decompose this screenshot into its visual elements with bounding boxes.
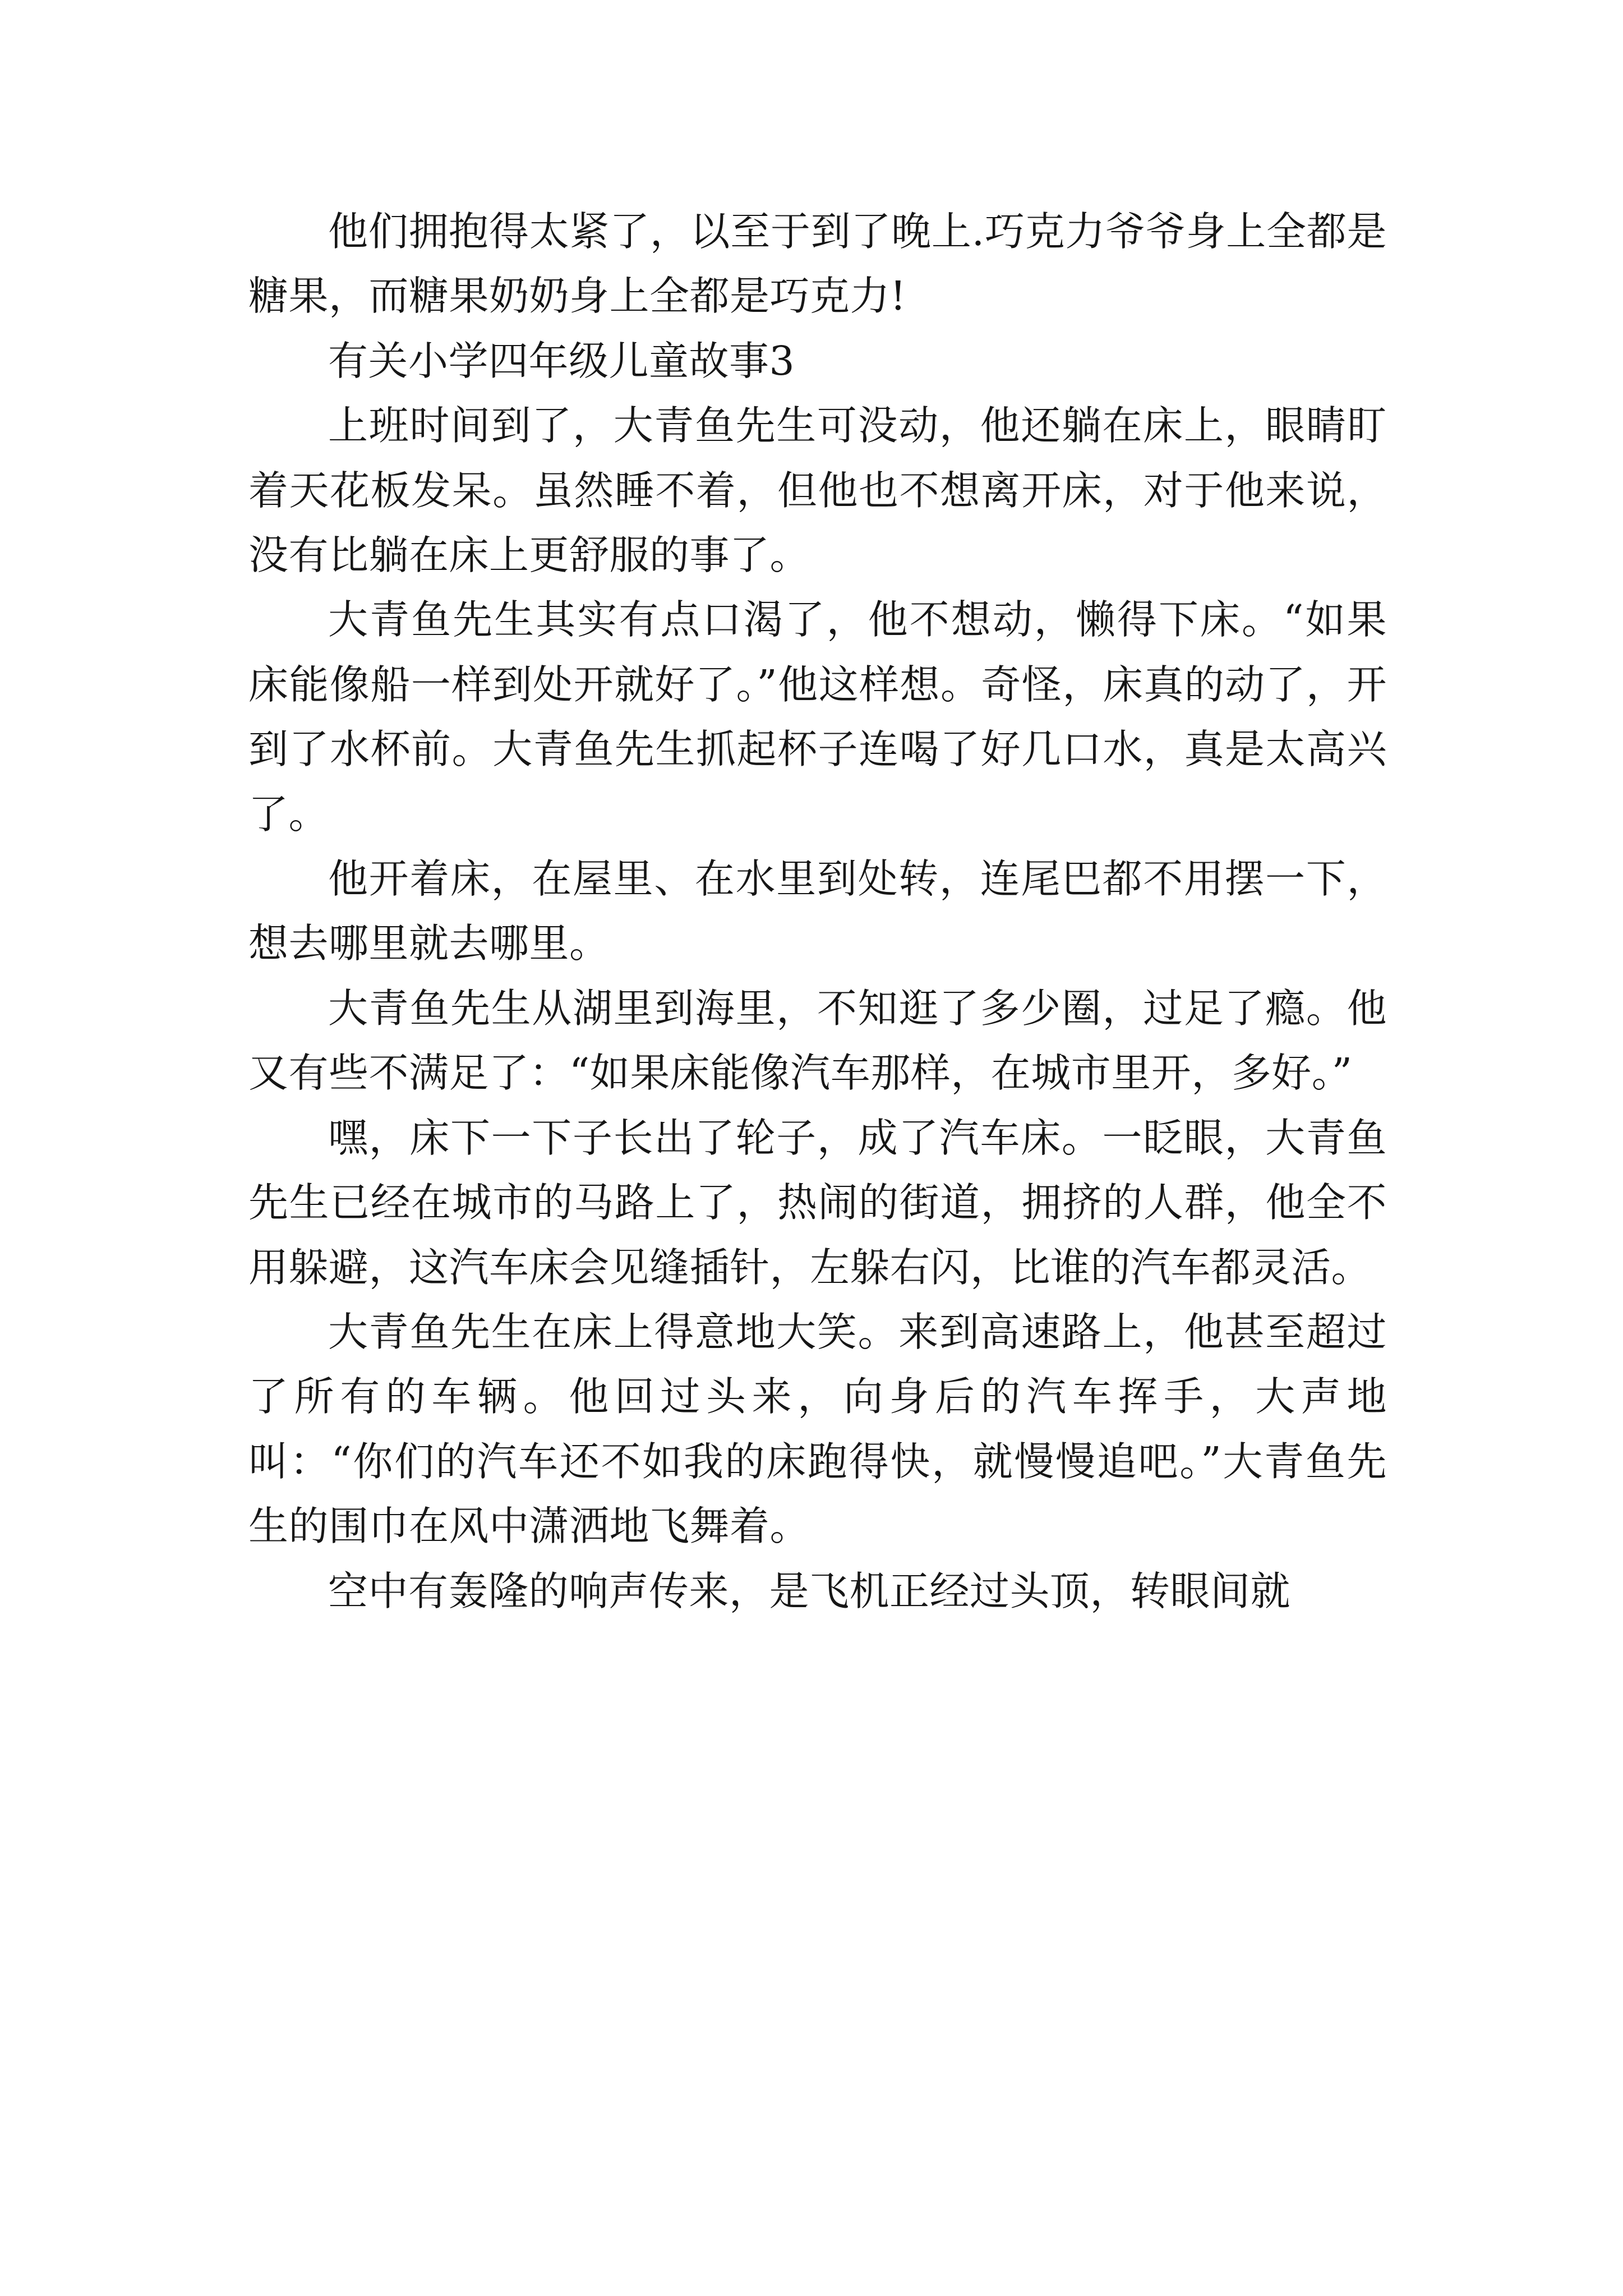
- paragraph-2: 上班时间到了，大青鱼先生可没动，他还躺在床上，眼睛盯着天花板发呆。虽然睡不着，但他也不想离开床，对于他来说，没有比躺在床上更舒服的事了。: [248, 402, 1387, 579]
- section-heading: 有关小学四年级儿童故事3: [328, 337, 795, 384]
- paragraph-6: 嘿，床下一下子长出了轮子，成了汽车床。一眨眼，大青鱼先生已经在城市的马路上了，热闹的街道，拥挤的人群，他全不用躲避，这汽车床会见缝插针，左躲右闪，比谁的汽车都灵活。: [248, 1114, 1387, 1291]
- paragraph-3: 大青鱼先生其实有点口渴了，他不想动，懒得下床。“如果床能像船一样到处开就好了。”他这样想。奇怪，床真的动了，开到了水杯前。大青鱼先生抓起杯子连喝了好几口水，真是太高兴了。: [248, 596, 1387, 838]
- paragraph-5: 大青鱼先生从湖里到海里，不知逛了多少圈，过足了瘾。他又有些不满足了：“如果床能像汽车那样，在城市里开，多好。”: [248, 984, 1387, 1097]
- paragraph-8: 空中有轰隆的响声传来，是飞机正经过头顶，转眼间就: [328, 1567, 1291, 1614]
- paragraph-4: 他开着床，在屋里、在水里到处转，连尾巴都不用摆一下，想去哪里就去哪里。: [248, 855, 1387, 967]
- document-body: [248, 199, 1387, 1623]
- paragraph-7: 大青鱼先生在床上得意地大笑。来到高速路上，他甚至超过了所有的车辆。他回过头来，向身后的汽车挥手，大声地叫：“你们的汽车还不如我的床跑得快，就慢慢追吧。”大青鱼先生的围巾在风中潇洒地飞舞着。: [248, 1308, 1387, 1550]
- paragraph-1: 他们拥抱得太紧了，以至于到了晚上.巧克力爷爷身上全都是糖果，而糖果奶奶身上全都是巧克力!: [248, 208, 1387, 320]
